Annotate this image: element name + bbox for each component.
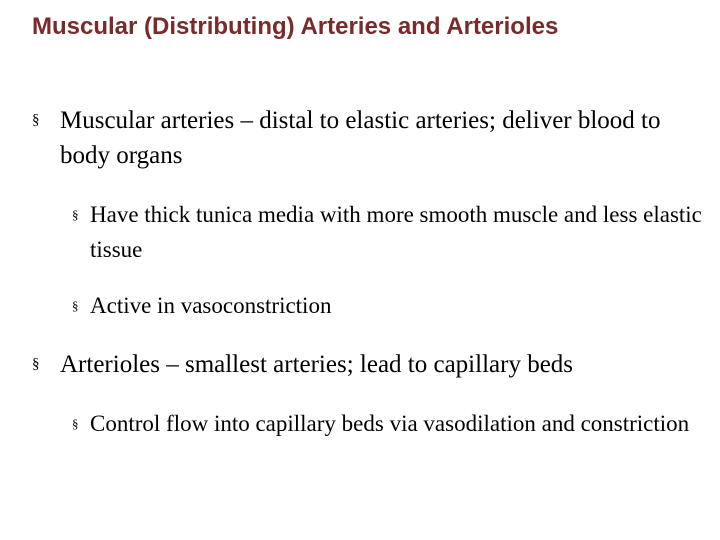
slide-title: Muscular (Distributing) Arteries and Arterioles <box>32 13 559 40</box>
bullet-text: Arterioles – smallest arteries; lead to capillary beds <box>60 351 574 378</box>
bullet-text: Muscular arteries – distal to elastic arteries; deliver blood to body organs <box>60 107 661 169</box>
bullet-marker: § <box>72 207 79 222</box>
bullet-marker: § <box>72 416 79 431</box>
bullet-arterioles <box>32 347 692 382</box>
bullet-text: Have thick tunica media with more smooth muscle and less elastic tissue <box>90 202 702 262</box>
bullet-text: Active in vasoconstriction <box>90 293 332 318</box>
sub-bullet-vasoconstriction <box>72 288 702 323</box>
sub-bullet-capillary-flow <box>72 406 702 441</box>
bullet-marker: § <box>72 298 79 313</box>
bullet-marker: § <box>32 112 40 128</box>
bullet-marker: § <box>32 356 40 372</box>
sub-bullet-tunica-media <box>72 197 702 267</box>
bullet-muscular-arteries <box>32 103 692 173</box>
bullet-text: Control flow into capillary beds via vasodilation and constriction <box>90 411 690 436</box>
